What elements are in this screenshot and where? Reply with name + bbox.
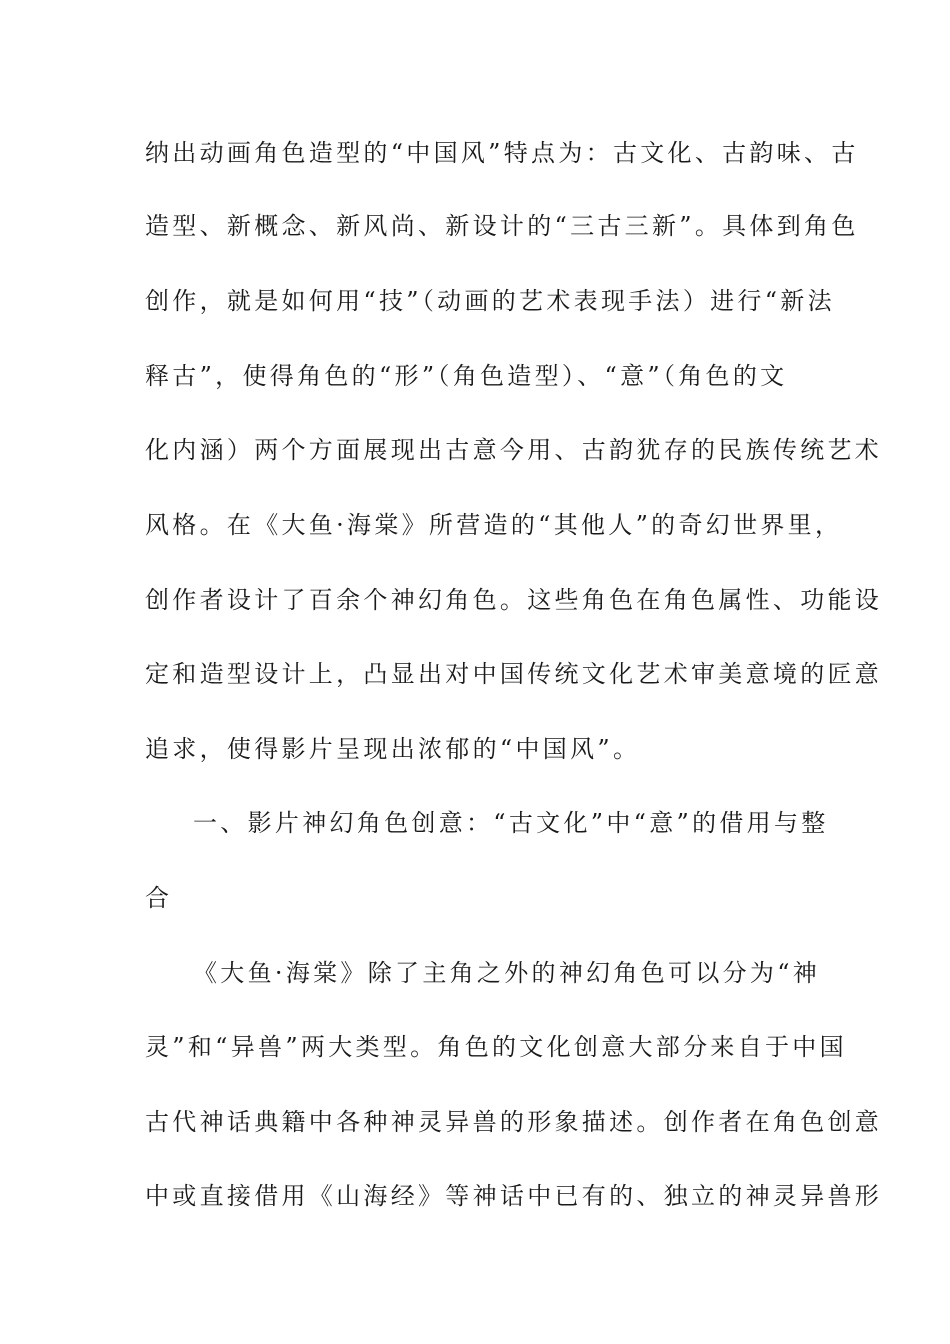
paragraph-line-1: 纳出动画角色造型的“中国风”特点为：古文化、古韵味、古 [145,139,859,167]
paragraph-line-13: 中或直接借用《山海经》等神话中已有的、独立的神灵异兽形 [145,1182,883,1210]
paragraph-line-9: 追求，使得影片呈现出浓郁的“中国风”。 [145,735,641,763]
paragraph-line-12: 古代神话典籍中各种神灵异兽的形象描述。创作者在角色创意 [145,1108,883,1136]
paragraph-line-8: 定和造型设计上，凸显出对中国传统文化艺术审美意境的匠意 [145,660,883,688]
paragraph-line-2: 造型、新概念、新风尚、新设计的“三古三新”。具体到角色 [145,212,859,240]
paragraph-line-7: 创作者设计了百余个神幻角色。这些角色在角色属性、功能设 [145,586,883,614]
paragraph-line-11: 灵”和“异兽”两大类型。角色的文化创意大部分来自于中国 [145,1033,847,1061]
paragraph-line-3: 创作，就是如何用“技”（动画的艺术表现手法）进行“新法 [145,287,835,315]
paragraph-line-6: 风格。在《大鱼·海棠》所营造的“其他人”的奇幻世界里， [145,511,843,539]
paragraph-line-10: 《大鱼·海棠》除了主角之外的神幻角色可以分为“神 [193,959,821,987]
section-heading-line-2: 合 [145,884,173,912]
paragraph-line-5: 化内涵）两个方面展现出古意今用、古韵犹存的民族传统艺术 [145,436,883,464]
paragraph-line-4: 释古”，使得角色的“形”（角色造型）、“意”（角色的文 [145,362,788,390]
section-heading-line-1: 一、影片神幻角色创意：“古文化”中“意”的借用与整 [193,809,829,837]
